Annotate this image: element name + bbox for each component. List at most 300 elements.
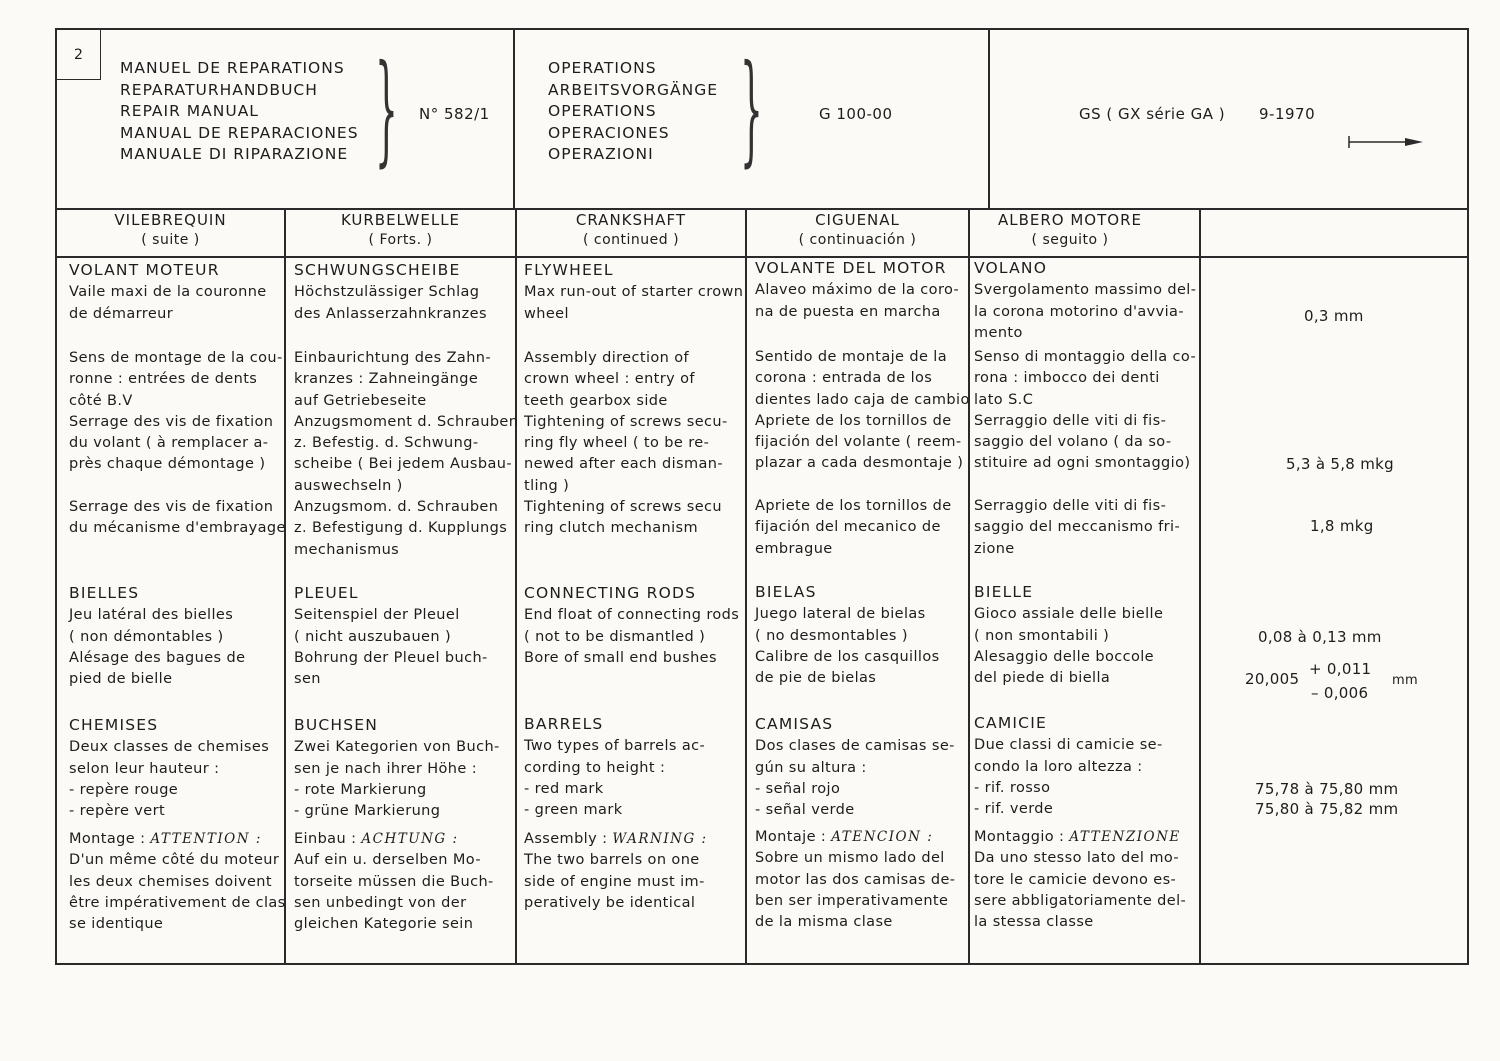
text-line: [294, 454, 518, 475]
text-run: Svergolamento massimo del-: [974, 282, 1197, 299]
text-line: [69, 669, 245, 690]
text-run: cording to height :: [524, 759, 666, 776]
manual-title-list: [120, 58, 359, 166]
text-run: - señal rojo: [755, 780, 841, 797]
operation-code: G 100-00: [819, 105, 893, 123]
text-line: [755, 517, 952, 538]
column-divider: [515, 208, 517, 965]
text-line: [755, 827, 955, 848]
text-line: [294, 780, 500, 801]
text-line: [524, 779, 705, 800]
text-run: BARRELS: [524, 715, 604, 733]
text-line: [755, 668, 940, 689]
column-subtitle: ( seguito ): [1031, 232, 1109, 248]
text-run: wheel: [524, 305, 569, 322]
text-run: - red mark: [524, 780, 604, 797]
text-run: Montage :: [69, 831, 146, 847]
text-run: Auf ein u. derselben Mo-: [294, 852, 481, 869]
column-divider: [745, 208, 747, 965]
text-line: [294, 914, 494, 935]
column-header-en: [517, 210, 745, 250]
text-line: [755, 604, 940, 625]
section-title-brace: }: [740, 40, 763, 179]
text-line: [974, 848, 1186, 869]
text-line: [755, 891, 955, 912]
text-line: [755, 848, 955, 869]
value-runout: 0,3 mm: [1304, 307, 1364, 325]
section-heading: [524, 714, 705, 735]
column-divider: [1199, 208, 1201, 965]
text-line: [974, 668, 1163, 689]
column-title: KURBELWELLE: [340, 211, 461, 229]
text-run: pied de bielle: [69, 671, 173, 688]
manual-title-en: REPAIR MANUAL: [120, 102, 259, 120]
page-number: 2: [57, 30, 101, 80]
text-block-de: [294, 583, 488, 690]
manual-number: N° 582/1: [419, 105, 490, 123]
text-run: crown wheel : entry of: [524, 371, 695, 388]
text-block-de: [294, 829, 494, 935]
text-run: fijación del mecanico de: [755, 519, 941, 536]
text-run: VOLANO: [974, 259, 1048, 277]
section-heading: [755, 582, 940, 603]
text-run: The two barrels on one: [524, 852, 700, 869]
text-run: End float of connecting rods: [524, 607, 740, 624]
text-run: côté B.V: [69, 392, 133, 409]
manual-title-brace: }: [375, 40, 398, 179]
text-run: Alésage des bagues de: [69, 649, 246, 666]
text-block-en: [524, 829, 708, 914]
column-subtitle: ( continuación ): [798, 232, 917, 248]
text-block-en: [524, 260, 743, 325]
column-title: CIGUENAL: [815, 211, 900, 229]
text-run: saggio del meccanismo fri-: [974, 519, 1181, 536]
text-run: ( nicht auszubauen ): [294, 628, 452, 645]
section-heading: [294, 583, 488, 604]
text-block-fr: [69, 260, 267, 325]
section-title-de: ARBEITSVORGÄNGE: [548, 80, 718, 99]
text-run: du mécanisme d'embrayage: [69, 520, 286, 537]
text-line: [69, 850, 286, 871]
text-run: Vaile maxi de la couronne: [69, 284, 267, 301]
text-run: - green mark: [524, 802, 623, 819]
value-bore-tolerance-plus: + 0,011: [1309, 660, 1372, 678]
text-line: [755, 626, 940, 647]
text-line: [755, 302, 959, 323]
text-run: auf Getriebeseite: [294, 392, 427, 409]
text-run: Juego lateral de bielas: [755, 606, 926, 623]
text-line: [974, 347, 1196, 368]
section-heading: [294, 715, 500, 736]
text-run: Zwei Kategorien von Buch-: [294, 739, 500, 756]
column-subtitle: ( suite ): [141, 232, 200, 248]
text-run: ben ser imperativamente: [755, 892, 949, 909]
text-run: sere abbligatoriamente del-: [974, 892, 1187, 909]
text-run: na de puesta en marcha: [755, 303, 941, 320]
section-heading: [974, 258, 1196, 279]
text-line: [974, 870, 1186, 891]
text-line: [974, 280, 1196, 301]
text-line: [755, 758, 955, 779]
text-line: [524, 476, 728, 497]
text-run: de la misma clase: [755, 914, 893, 931]
text-run: newed after each disman-: [524, 456, 724, 473]
text-line: [294, 369, 518, 390]
text-block-en: [524, 348, 728, 497]
text-line: [294, 605, 488, 626]
text-run: gleichen Kategorie sein: [294, 916, 474, 933]
text-line: [69, 872, 286, 893]
text-run: CONNECTING RODS: [524, 584, 697, 602]
text-line: [524, 369, 728, 390]
text-line: [974, 827, 1186, 848]
header-divider: [988, 30, 990, 208]
text-line: [294, 540, 507, 561]
text-line: [294, 850, 494, 871]
warning-label: ACHTUNG :: [361, 831, 459, 847]
text-run: Serrage des vis de fixation: [69, 499, 274, 515]
text-run: zione: [974, 540, 1015, 557]
value-barrel-green: 75,80 à 75,82 mm: [1255, 800, 1399, 818]
value-flywheel-torque: 5,3 à 5,8 mkg: [1286, 455, 1394, 473]
text-run: saggio del volano ( da so-: [974, 434, 1172, 451]
text-line: [974, 411, 1196, 432]
text-run: Einbau :: [294, 831, 357, 847]
section-heading: [974, 713, 1163, 734]
text-run: embrague: [755, 540, 833, 557]
text-line: [524, 391, 728, 412]
text-run: Assembly direction of: [524, 350, 690, 366]
text-run: ronne : entrées de dents: [69, 371, 258, 388]
warning-label: ATTENTION :: [150, 831, 262, 847]
text-line: [755, 800, 955, 821]
text-line: [69, 780, 269, 801]
text-block-it: [974, 713, 1163, 820]
section-heading: [69, 583, 245, 604]
section-title-list: [548, 58, 718, 166]
text-block-fr: [69, 348, 283, 476]
text-line: [524, 872, 708, 893]
text-run: la stessa classe: [974, 914, 1094, 931]
section-title-it: OPERAZIONI: [548, 145, 654, 163]
text-run: Montaje :: [755, 829, 827, 845]
arrow-right-icon: [1347, 134, 1427, 150]
text-line: [69, 914, 286, 935]
repair-manual-sheet: [55, 28, 1469, 965]
text-line: [755, 368, 970, 389]
text-block-it: [974, 827, 1186, 933]
text-run: VOLANT MOTEUR: [69, 261, 220, 279]
column-header-fr: [57, 210, 284, 250]
text-run: BIELLES: [69, 584, 140, 602]
text-run: près chaque démontage ): [69, 456, 266, 473]
text-line: [294, 648, 488, 669]
text-line: [69, 433, 283, 454]
text-run: del piede di biella: [974, 670, 1111, 687]
text-line: [755, 432, 970, 453]
warning-label: ATENCION :: [831, 829, 934, 845]
text-block-es: [755, 827, 955, 933]
text-run: CAMICIE: [974, 714, 1047, 732]
text-block-en: [524, 497, 722, 540]
text-run: ( non smontabili ): [974, 627, 1110, 644]
column-divider: [968, 208, 970, 965]
text-line: [974, 496, 1180, 517]
text-run: peratively be identical: [524, 894, 696, 911]
text-run: Sobre un mismo lado del: [755, 850, 945, 867]
text-line: [974, 539, 1180, 560]
text-run: scheibe ( Bei jedem Ausbau-: [294, 456, 512, 473]
text-line: [294, 391, 518, 412]
section-title-en: OPERATIONS: [548, 102, 657, 120]
section-title-fr: OPERATIONS: [548, 59, 657, 77]
text-run: ring fly wheel ( to be re-: [524, 435, 710, 452]
text-line: [524, 758, 705, 779]
text-block-en: [524, 714, 705, 821]
text-block-fr: [69, 583, 245, 690]
text-run: gún su altura :: [755, 759, 867, 776]
text-line: [294, 476, 518, 497]
text-run: Apriete de los tornillos de: [755, 498, 952, 514]
text-block-it: [974, 496, 1180, 560]
text-run: CHEMISES: [69, 716, 159, 734]
text-line: [755, 390, 970, 411]
text-line: [524, 518, 722, 539]
text-run: corona : entrada de los: [755, 370, 933, 387]
text-line: [974, 626, 1163, 647]
text-line: [974, 302, 1196, 323]
text-block-en: [524, 583, 739, 669]
text-block-fr: [69, 715, 269, 822]
text-run: Höchstzulässiger Schlag: [294, 284, 480, 301]
text-line: [755, 453, 970, 474]
manual-title-it: MANUALE DI RIPARAZIONE: [120, 145, 349, 163]
text-run: - rote Markierung: [294, 781, 427, 798]
text-run: Apriete de los tornillos de: [755, 412, 952, 429]
text-run: Anzugsmoment d. Schrauben: [294, 413, 519, 430]
section-heading: [69, 260, 267, 281]
text-run: Deux classes de chemises: [69, 739, 270, 756]
text-line: [524, 412, 728, 433]
text-run: Serraggio delle viti di fis-: [974, 412, 1167, 429]
text-line: [755, 779, 955, 800]
text-block-de: [294, 260, 487, 325]
text-run: sen je nach ihrer Höhe :: [294, 760, 478, 777]
text-line: [69, 282, 267, 303]
text-line: [755, 411, 970, 432]
column-header-it: [970, 210, 1170, 250]
text-line: [69, 518, 286, 539]
text-line: [294, 829, 494, 850]
warning-label: WARNING :: [612, 831, 708, 847]
column-title: VILEBREQUIN: [114, 211, 227, 229]
text-run: de démarreur: [69, 305, 174, 322]
text-run: Serrage des vis de fixation: [69, 413, 274, 430]
column-title: CRANKSHAFT: [575, 211, 687, 229]
text-line: [974, 368, 1196, 389]
text-run: z. Befestig. d. Schwung-: [294, 435, 479, 452]
text-line: [294, 737, 500, 758]
text-line: [69, 893, 286, 914]
text-line: [294, 282, 487, 303]
text-run: condo la loro altezza :: [974, 758, 1143, 775]
text-line: [524, 736, 705, 757]
text-block-es: [755, 347, 970, 475]
text-run: ring clutch mechanism: [524, 520, 699, 537]
value-barrel-red: 75,78 à 75,80 mm: [1255, 780, 1399, 798]
section-heading: [755, 714, 955, 735]
text-run: Two types of barrels ac-: [524, 738, 706, 755]
model-designation: GS ( GX série GA ): [1079, 105, 1226, 123]
text-block-es: [755, 496, 952, 560]
text-run: la corona motorino d'avvia-: [974, 303, 1184, 320]
text-line: [755, 736, 955, 757]
text-run: motor las dos camisas de-: [755, 871, 956, 888]
text-line: [974, 912, 1186, 933]
text-run: Sentido de montaje de la: [755, 349, 948, 365]
section-heading: [524, 260, 743, 281]
text-line: [524, 648, 739, 669]
text-block-it: [974, 347, 1196, 475]
text-run: - grüne Markierung: [294, 803, 441, 820]
text-run: Sens de montage de la cou-: [69, 350, 283, 366]
text-block-es: [755, 582, 940, 689]
text-run: ( non démontables ): [69, 628, 224, 645]
text-run: tore le camicie devono es-: [974, 871, 1177, 888]
text-run: Anzugsmom. d. Schrauben: [294, 499, 499, 515]
text-line: [524, 454, 728, 475]
manual-title-fr: MANUEL DE REPARATIONS: [120, 59, 345, 77]
text-run: fijación del volante ( reem-: [755, 434, 962, 451]
text-run: Da uno stesso lato del mo-: [974, 850, 1180, 867]
text-line: [294, 304, 487, 325]
text-line: [524, 829, 708, 850]
text-run: sen: [294, 671, 321, 688]
text-run: BUCHSEN: [294, 716, 379, 734]
text-line: [524, 433, 728, 454]
text-run: se identique: [69, 916, 164, 933]
text-line: [294, 872, 494, 893]
text-run: Montaggio :: [974, 829, 1065, 845]
text-run: - repère rouge: [69, 781, 179, 798]
text-run: teeth gearbox side: [524, 392, 668, 409]
text-block-es: [755, 714, 955, 821]
text-line: [974, 647, 1163, 668]
text-run: torseite müssen die Buch-: [294, 873, 494, 890]
text-line: [69, 759, 269, 780]
text-line: [524, 497, 722, 518]
text-line: [69, 801, 269, 822]
text-line: [69, 829, 286, 850]
text-block-de: [294, 715, 500, 822]
text-line: [69, 348, 283, 369]
text-run: plazar a cada desmontaje ): [755, 455, 964, 472]
text-run: - señal verde: [755, 802, 855, 819]
text-run: kranzes : Zahneingänge: [294, 371, 479, 388]
text-line: [755, 647, 940, 668]
text-run: Senso di montaggio della co-: [974, 349, 1197, 365]
text-run: D'un même côté du moteur: [69, 852, 280, 869]
text-run: mechanismus: [294, 541, 400, 558]
text-run: ( no desmontables ): [755, 627, 908, 644]
text-run: des Anlasserzahnkranzes: [294, 305, 487, 322]
text-line: [69, 648, 245, 669]
text-run: PLEUEL: [294, 584, 359, 602]
text-run: rona : imbocco dei denti: [974, 370, 1160, 387]
text-line: [974, 604, 1163, 625]
text-run: sen unbedingt von der: [294, 894, 467, 911]
text-line: [524, 282, 743, 303]
text-run: du volant ( à remplacer a-: [69, 435, 269, 452]
text-line: [524, 893, 708, 914]
text-line: [974, 799, 1163, 820]
text-line: [755, 280, 959, 301]
section-heading: [974, 582, 1163, 603]
text-run: auswechseln ): [294, 477, 403, 494]
text-run: - rif. rosso: [974, 779, 1051, 796]
text-run: - rif. verde: [974, 801, 1054, 818]
text-run: BIELLE: [974, 583, 1034, 601]
text-run: dientes lado caja de cambio: [755, 391, 970, 408]
text-line: [294, 518, 507, 539]
text-run: Bore of small end bushes: [524, 649, 717, 666]
text-line: [974, 453, 1196, 474]
text-line: [524, 304, 743, 325]
text-run: VOLANTE DEL MOTOR: [755, 259, 947, 277]
text-run: Tightening of screws secu-: [524, 413, 728, 430]
section-heading: [755, 258, 959, 279]
text-run: lato S.C: [974, 391, 1034, 408]
text-run: Alaveo máximo de la coro-: [755, 282, 960, 299]
column-header-es: [747, 210, 968, 250]
text-line: [974, 757, 1163, 778]
warning-label: ATTENZIONE: [1069, 829, 1181, 845]
text-run: Jeu latéral des bielles: [69, 607, 234, 624]
section-title-es: OPERACIONES: [548, 123, 670, 142]
text-run: BIELAS: [755, 583, 817, 601]
text-block-de: [294, 497, 507, 561]
section-heading: [524, 583, 739, 604]
text-run: Calibre de los casquillos: [755, 648, 940, 665]
text-run: tling ): [524, 477, 570, 494]
text-run: Bohrung der Pleuel buch-: [294, 649, 488, 666]
text-run: Serraggio delle viti di fis-: [974, 498, 1167, 514]
text-line: [755, 912, 955, 933]
text-run: - repère vert: [69, 803, 166, 820]
text-run: Tightening of screws secu: [524, 499, 722, 515]
text-line: [974, 517, 1180, 538]
text-line: [69, 304, 267, 325]
value-bore-tolerance-minus: – 0,006: [1311, 684, 1369, 702]
text-line: [294, 759, 500, 780]
text-run: Assembly :: [524, 831, 608, 847]
text-line: [974, 432, 1196, 453]
text-line: [69, 737, 269, 758]
value-bore-nominal: 20,005: [1245, 670, 1300, 688]
text-line: [294, 412, 518, 433]
text-line: [294, 627, 488, 648]
text-run: mento: [974, 324, 1023, 341]
text-line: [294, 801, 500, 822]
text-run: Max run-out of starter crown: [524, 284, 744, 301]
text-block-es: [755, 258, 959, 323]
text-line: [294, 893, 494, 914]
text-line: [974, 323, 1196, 344]
text-line: [294, 669, 488, 690]
text-line: [974, 778, 1163, 799]
column-header-de: [286, 210, 515, 250]
text-run: de pie de bielas: [755, 670, 877, 687]
